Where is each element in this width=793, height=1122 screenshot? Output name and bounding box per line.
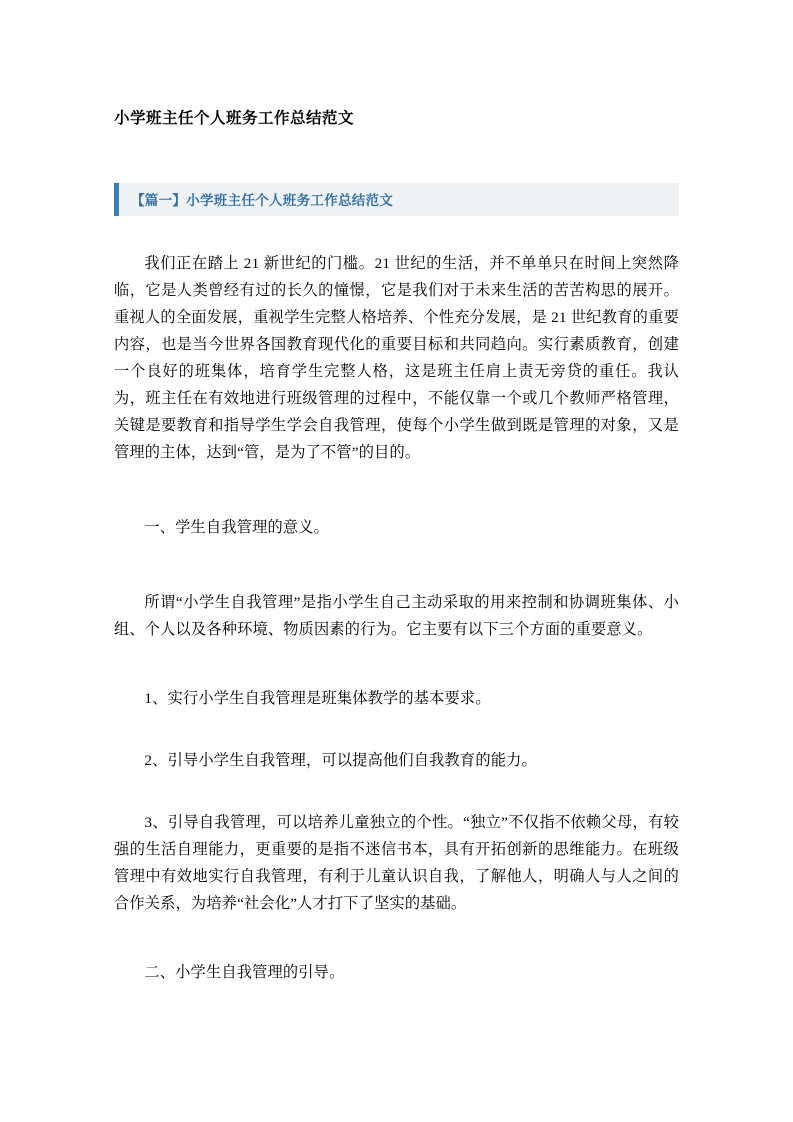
paragraph: 3、引导自我管理，可以培养儿童独立的个性。“独立”不仅指不依赖父母，有较强的生活自理能力，更重要的是指不迷信书本，具有开拓创新的思维能力。在班级管理中有效地实行自我管理，有利于儿童认识自我，了解他人，明确人与人之间的合作关系，为培养“社会化”人才打下了坚实的基础。 [114,813,679,912]
document-body [114,250,679,986]
section-banner [114,183,679,216]
paragraph: 1、实行小学生自我管理是班集体教学的基本要求。 [144,689,491,707]
paragraph: 一、学生自我管理的意义。 [144,518,330,536]
paragraph: 所谓“小学生自我管理”是指小学生自己主动采取的用来控制和协调班集体、小组、个人以及各种环境、物质因素的行为。它主要有以下三个方面的重要意义。 [114,593,679,638]
paragraph: 二、小学生自我管理的引导。 [144,963,345,981]
section-banner-label: 【篇一】小学班主任个人班务工作总结范文 [131,193,394,209]
paragraph: 2、引导小学生自我管理，可以提高他们自我教育的能力。 [144,751,537,769]
paragraph: 我们正在踏上 21 新世纪的门槛。21 世纪的生活，并不单单只在时间上突然降临，它是人类曾经有过的长久的憧憬，它是我们对于未来生活的苦苦构思的展开。重视人的全面发展，重视学生完整人格培养、个性充分发展，是 21 世纪教育的重要内容，也是当今世界各国教育现代化的重要目标和共同趋向。实行素质教育，创建一个良好的班集体，培育学生完整人格，这是班主任肩上责无旁贷的重任。我认为，班主任在有效地进行班级管理的过程中，不能仅靠一个或几个教师严格管理，关键是要教育和指导学生学会自我管理，使每个小学生做到既是管理的对象，又是管理的主体，达到“管，是为了不管”的目的。 [114,254,679,461]
page-title: 小学班主任个人班务工作总结范文 [114,110,355,127]
